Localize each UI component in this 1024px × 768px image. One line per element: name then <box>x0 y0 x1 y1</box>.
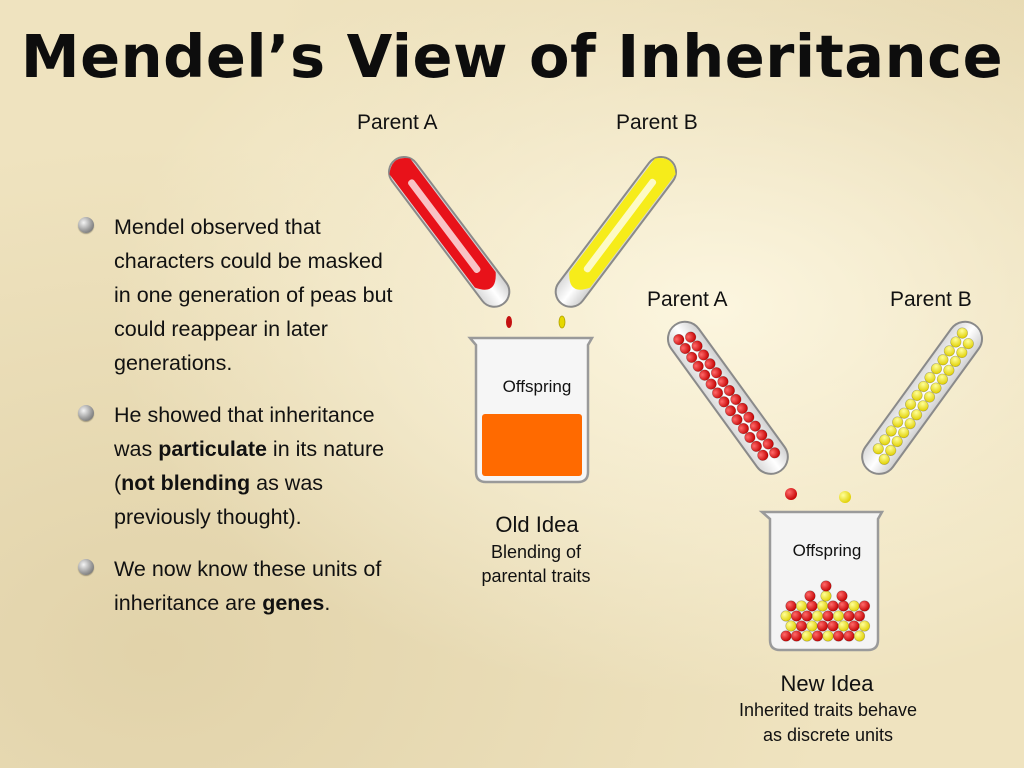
bullet-text: Mendel observed that characters could be masked in one generation of peas but could reappear in later generations. <box>114 215 393 375</box>
old-idea-caption: Blending of parental traits <box>481 542 591 586</box>
yellow-bead <box>838 621 849 632</box>
yellow-bead <box>786 621 797 632</box>
yellow-bead <box>854 631 865 642</box>
red-bead <box>805 591 816 602</box>
yellow-bead <box>833 611 844 622</box>
slide-title: Mendel’s View of Inheritance <box>20 22 1004 91</box>
red-bead <box>817 621 828 632</box>
old-offspring-label: Offspring <box>502 377 572 396</box>
new-parent-a-tube <box>661 315 794 481</box>
red-bead <box>828 601 839 612</box>
red-bead <box>823 611 834 622</box>
red-bead <box>844 631 855 642</box>
red-bead <box>791 611 802 622</box>
red-bead <box>786 601 797 612</box>
red-drop <box>506 316 512 328</box>
new-idea-caption: Inherited traits behave as discrete units <box>738 700 918 745</box>
yellow-drop <box>559 316 565 328</box>
yellow-bead <box>807 621 818 632</box>
red-bead <box>849 621 860 632</box>
new-offspring-beaker <box>762 512 882 650</box>
red-bead <box>859 601 870 612</box>
falling-red-bead <box>785 488 797 500</box>
red-bead <box>821 581 832 592</box>
old-parent-a-label: Parent A <box>357 111 438 134</box>
new-parent-b-label: Parent B <box>890 288 972 311</box>
red-bead <box>802 611 813 622</box>
yellow-bead <box>817 601 828 612</box>
new-idea-heading: New Idea <box>780 671 874 696</box>
red-bead <box>838 601 849 612</box>
red-bead <box>791 631 802 642</box>
red-bead <box>837 591 848 602</box>
red-bead <box>828 621 839 632</box>
yellow-bead <box>796 601 807 612</box>
new-parent-a-label: Parent A <box>647 288 728 311</box>
yellow-bead <box>849 601 860 612</box>
yellow-bead <box>802 631 813 642</box>
yellow-bead <box>812 611 823 622</box>
old-parent-a-tube <box>383 151 515 313</box>
yellow-bead <box>821 591 832 602</box>
red-bead <box>807 601 818 612</box>
red-bead <box>812 631 823 642</box>
yellow-bead <box>781 611 792 622</box>
yellow-bead <box>823 631 834 642</box>
red-bead <box>796 621 807 632</box>
bullet-text: He showed that inheritance was particulate in its nature (not blending as was previously thought). <box>114 403 385 529</box>
old-idea-heading: Old Idea <box>495 512 579 537</box>
bullet-text: We now know these units of inheritance are genes. <box>114 557 382 615</box>
old-offspring-beaker <box>470 338 592 482</box>
red-bead <box>781 631 792 642</box>
new-parent-b-tube <box>855 315 988 481</box>
falling-yellow-bead <box>839 491 851 503</box>
red-bead <box>833 631 844 642</box>
red-bead <box>844 611 855 622</box>
new-offspring-label: Offspring <box>792 541 862 560</box>
yellow-bead <box>859 621 870 632</box>
red-bead <box>854 611 865 622</box>
old-parent-b-label: Parent B <box>616 111 698 134</box>
